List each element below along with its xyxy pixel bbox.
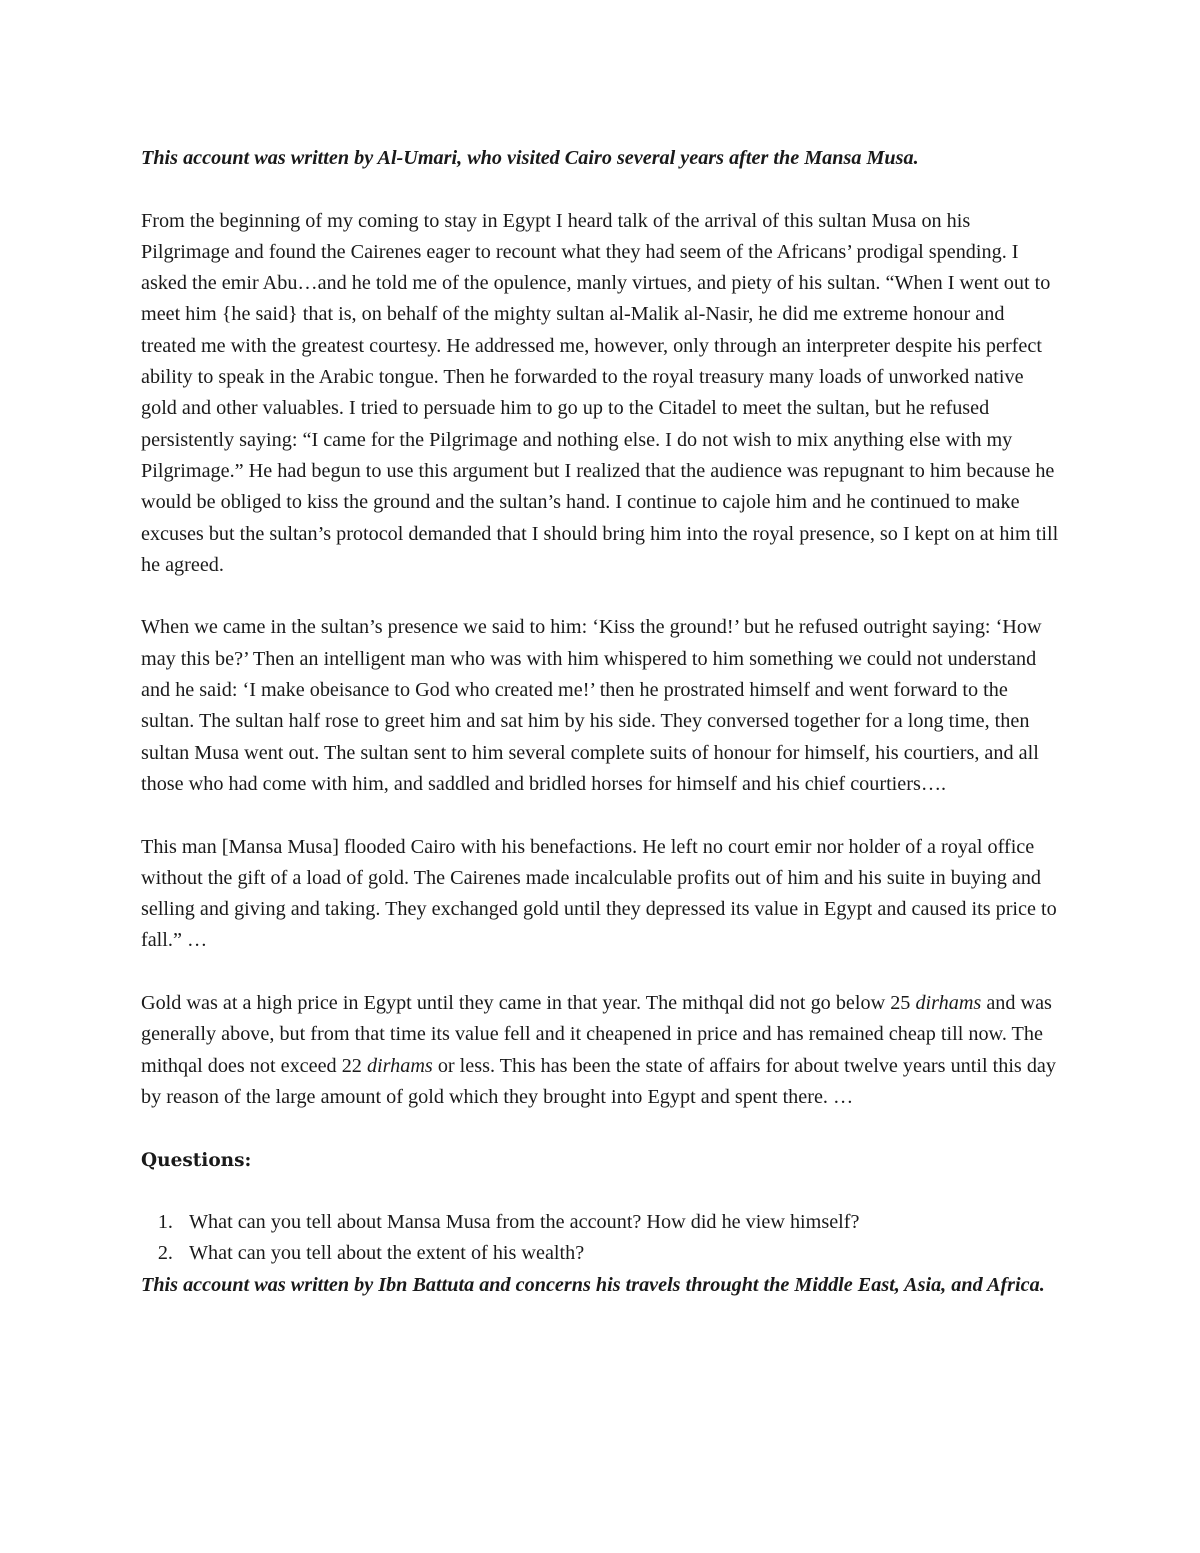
closing-heading: This account was written by Ibn Battuta and concerns his travels throught the Middle East, Asia, and Africa.: [141, 1273, 1045, 1296]
paragraph-text: This man [Mansa Musa] flooded Cairo with his benefactions. He left no court emir nor holder of a royal office without the gift of a load of gold. The Cairenes made incalculable profits out of him and his suite in buying and selling and giving and taking. They exchanged gold until they depressed its value in Egypt and caused its price to fall.” …: [141, 835, 1057, 952]
paragraph-text: or less. This has been the state of affairs for about twelve years until this day by reason of the large amount of gold which they brought into Egypt and spent there. …: [141, 1054, 1056, 1108]
body-paragraph: [141, 206, 1061, 582]
body-paragraph: [141, 612, 1061, 800]
paragraph-text: From the beginning of my coming to stay in Egypt I heard talk of the arrival of this sultan Musa on his Pilgrimage and found the Cairenes eager to recount what they had seem of the Africans’ prodigal spending. I asked the emir Abu…and he told me of the opulence, manly virtues, and piety of his sultan. “When I went out to meet him {he said} that is, on behalf of the mighty sultan al-Malik al-Nasir, he did me extreme honour and treated me with the greatest courtesy. He addressed me, however, only through an interpreter despite his perfect ability to speak in the Arabic tongue. Then he forwarded to the royal treasury many loads of unworked native gold and other valuables. I tried to persuade him to go up to the Citadel to meet the sultan, but he refused persistently saying: “I came for the Pilgrimage and nothing else. I do not wish to mix anything else with my Pilgrimage.” He had begun to use this argument but I realized that the audience was repugnant to him because he would be obliged to kiss the ground and the sultan’s hand. I continue to cajole him and he continued to make excuses but the sultan’s protocol demanded that I should bring him into the royal presence, so I kept on at him till he agreed.: [141, 209, 1059, 576]
body-paragraphs: [141, 206, 1061, 1114]
intro-heading: This account was written by Al-Umari, who visited Cairo several years after the Mansa Musa.: [141, 147, 919, 169]
body-paragraph: [141, 832, 1061, 957]
paragraph-text: When we came in the sultan’s presence we said to him: ‘Kiss the ground!’ but he refused outright saying: ‘How may this be?’ Then an intelligent man who was with him whispered to him something we could not understand and he said: ‘I make obeisance to God who created me!’ then he prostrated himself and went forward to the sultan. The sultan half rose to greet him and sat him by his side. They conversed together for a long time, then sultan Musa went out. The sultan sent to him several complete suits of honour for himself, his courtiers, and all those who had come with him, and saddled and bridled horses for himself and his chief courtiers….: [141, 616, 1042, 795]
document-page: [141, 143, 1061, 1301]
questions-list: [141, 1207, 1061, 1270]
italic-term: dirhams: [366, 1054, 433, 1077]
questions-heading: Questions:: [141, 1149, 252, 1171]
italic-term: dirhams: [915, 992, 982, 1015]
body-paragraph: [141, 988, 1061, 1113]
paragraph-text: Gold was at a high price in Egypt until they came in that year. The mithqal did not go below 25: [141, 992, 916, 1015]
question-item: 1. What can you tell about Mansa Musa from the account? How did he view himself?: [178, 1207, 1061, 1238]
paragraph-text: and was generally above, but from that time its value fell and it cheapened in price and has remained cheap till now. The mithqal does not exceed 22: [141, 992, 1052, 1077]
question-item: 2. What can you tell about the extent of his wealth?: [178, 1238, 1061, 1269]
